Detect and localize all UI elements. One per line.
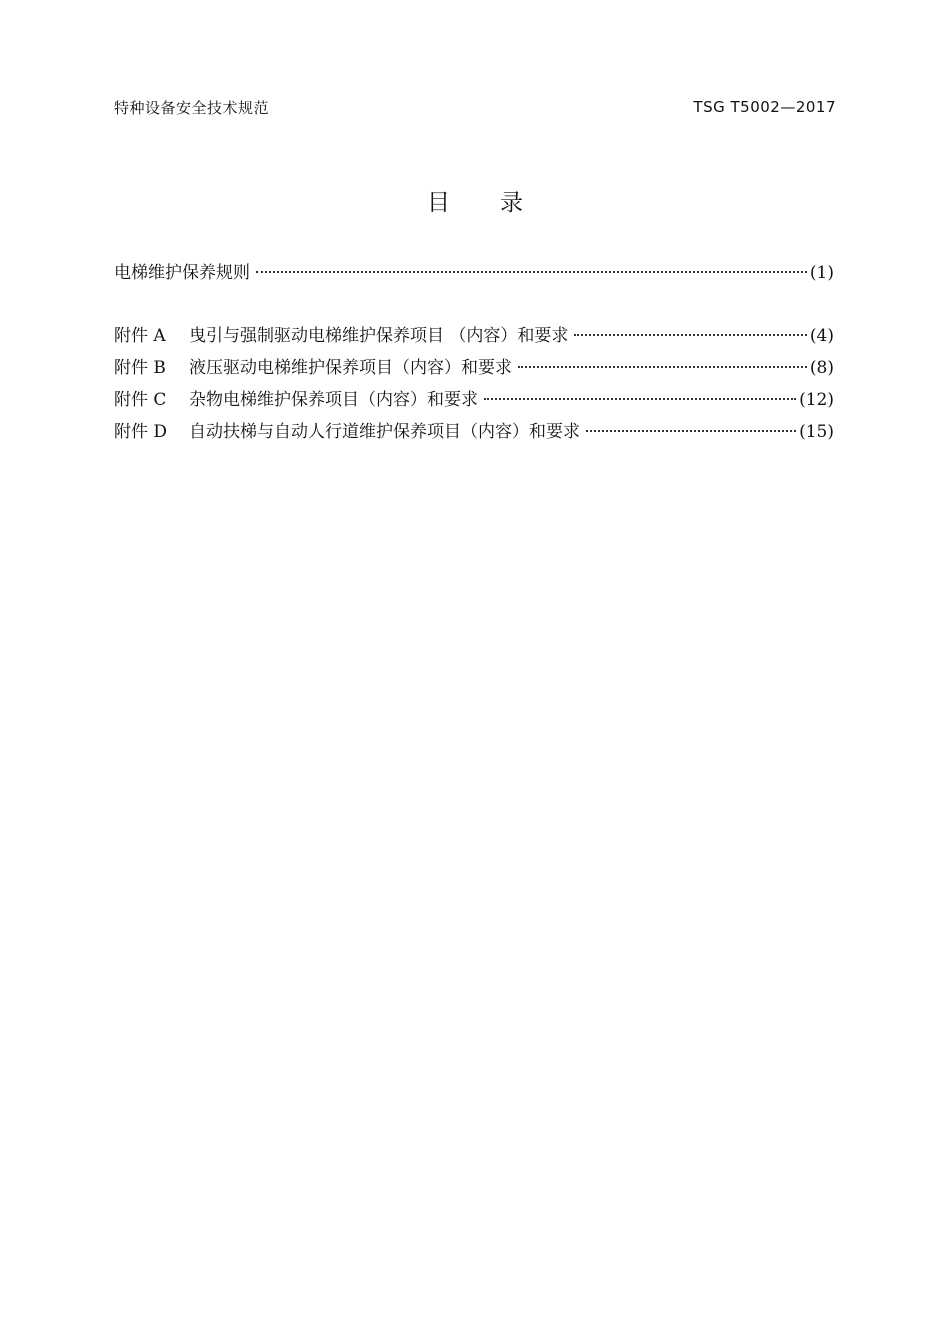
page-title: 目录 [427, 190, 573, 216]
toc-entry-title: 曳引与强制驱动电梯维护保养项目 （内容）和要求 [189, 326, 569, 346]
dot-leader [518, 366, 807, 368]
toc-entry-title: 杂物电梯维护保养项目（内容）和要求 [189, 390, 478, 410]
toc-entry-title: 液压驱动电梯维护保养项目（内容）和要求 [189, 358, 512, 378]
toc-entry-prefix: 附件 B [114, 358, 166, 378]
toc-entry-prefix: 附件 D [114, 422, 168, 442]
toc-main-section [114, 258, 834, 290]
toc-entry-appendix-b[interactable] [114, 353, 834, 385]
toc-entry-appendix-d[interactable] [114, 417, 834, 449]
toc-entry-page: (8) [809, 358, 834, 378]
toc-entry-main[interactable] [114, 258, 834, 290]
toc-entry-title: 电梯维护保养规则 [114, 263, 250, 283]
header-standard-code: TSG T5002—2017 [693, 98, 836, 116]
toc-entry-page: (1) [809, 263, 834, 283]
toc-entry-appendix-c[interactable] [114, 385, 834, 417]
toc-entry-page: (15) [799, 422, 834, 442]
page-header [114, 96, 836, 118]
toc-entry-appendix-a[interactable] [114, 321, 834, 353]
toc-appendix-section [114, 321, 834, 449]
toc-entry-title: 自动扶梯与自动人行道维护保养项目（内容）和要求 [189, 422, 580, 442]
dot-leader [484, 398, 796, 400]
dot-leader [574, 334, 807, 336]
dot-leader [586, 430, 796, 432]
toc-entry-page: (12) [799, 390, 834, 410]
dot-leader [256, 271, 807, 273]
header-series-title: 特种设备安全技术规范 [114, 98, 270, 117]
toc-entry-prefix: 附件 A [114, 326, 166, 346]
toc-entry-page: (4) [809, 326, 834, 346]
toc-entry-prefix: 附件 C [114, 390, 167, 410]
